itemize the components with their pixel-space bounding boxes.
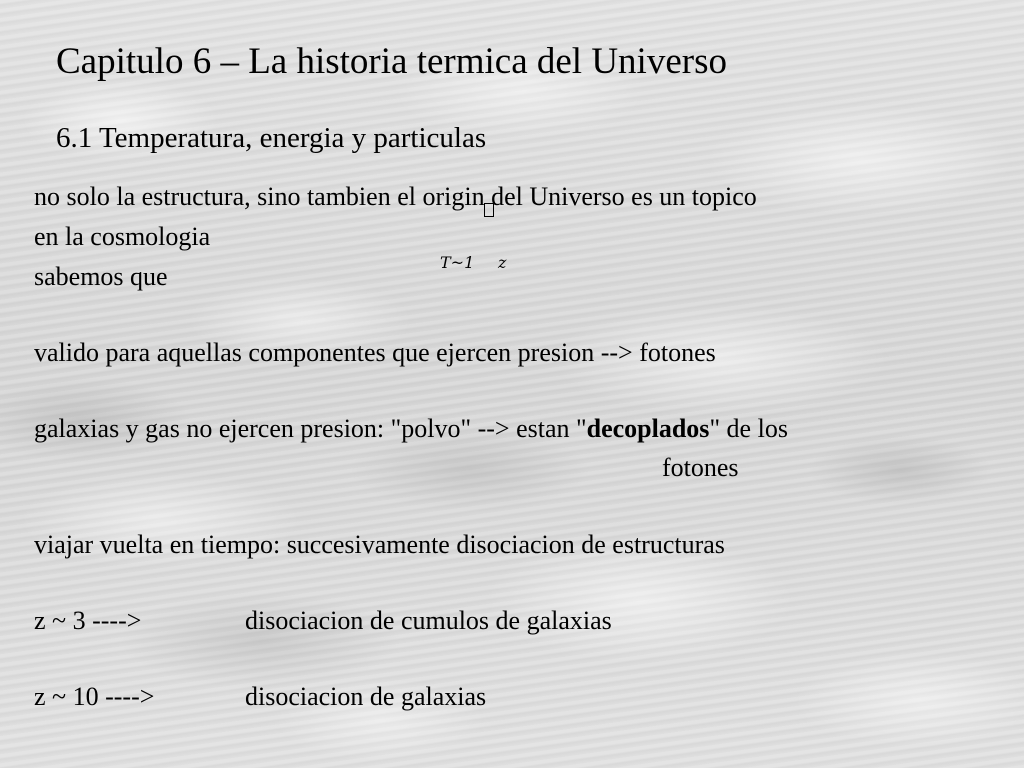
body-line-presion: valido para aquellas componentes que ejercen presion --> fotones	[34, 338, 716, 367]
de-los-text: " de los	[709, 414, 788, 443]
body-line-fotones: fotones	[662, 453, 739, 482]
body-line-viajar: viajar vuelta en tiempo: succesivamente disociacion de estructuras	[34, 530, 725, 559]
list-item-left: z ~ 10 ---->	[34, 682, 155, 711]
equation-lhs: T~1	[440, 253, 475, 272]
galaxias-gas-text: galaxias y gas no ejercen presion: "polvo" --> estan "	[34, 414, 587, 443]
body-line-sabemos: sabemos que	[34, 262, 168, 291]
body-line-galaxias-gas	[34, 413, 788, 445]
list-item-right: disociacion de cumulos de galaxias	[245, 606, 612, 635]
body-line-origin: no solo la estructura, sino tambien el origin del Universo es un topico	[34, 182, 757, 211]
decoplados-term: decoplados	[586, 414, 710, 443]
slide-title: Capitulo 6 – La historia termica del Universo	[56, 41, 727, 82]
equation-placeholder-glyph	[484, 203, 494, 217]
list-item-right: disociacion de galaxias	[245, 682, 487, 711]
slide-subtitle: 6.1 Temperatura, energia y particulas	[56, 122, 487, 154]
list-item-left: z ~ 3 ---->	[34, 606, 142, 635]
equation-rhs: z	[498, 253, 507, 272]
body-line-cosmologia: en la cosmologia	[34, 222, 211, 251]
